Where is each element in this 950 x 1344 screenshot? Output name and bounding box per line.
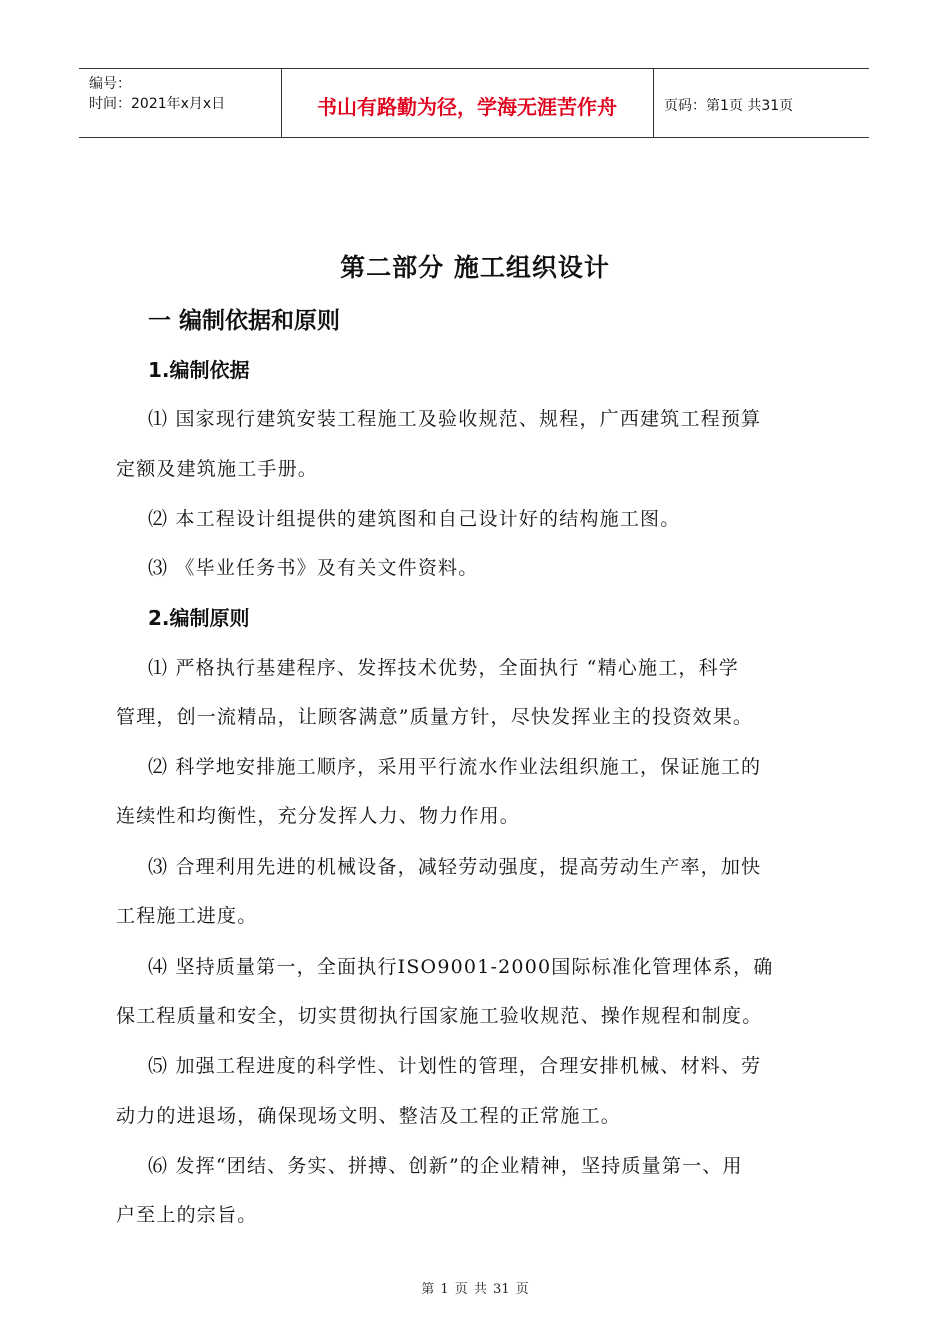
principle-item-6: ⑹ 发挥“团结、务实、拼搏、创新”的企业精神，坚持质量第一、用 [148, 1155, 743, 1177]
principle-item-3-cont: 工程施工进度。 [116, 905, 258, 927]
basis-item-1-cont: 定额及建筑施工手册。 [116, 458, 319, 480]
motto: 书山有路勤为径，学海无涯苦作舟 [317, 95, 617, 119]
basis-item-1: ⑴ 国家现行建筑安装工程施工及验收规范、规程，广西建筑工程预算 [148, 408, 762, 430]
header-right-cell [654, 69, 869, 137]
principle-item-5-cont: 动力的进退场，确保现场文明、整洁及工程的正常施工。 [116, 1105, 622, 1127]
basis-item-3: ⑶ 《毕业任务书》及有关文件资料。 [148, 557, 479, 579]
principle-item-4-cont: 保工程质量和安全，切实贯彻执行国家施工验收规范、操作规程和制度。 [116, 1005, 763, 1027]
basis-item-2: ⑵ 本工程设计组提供的建筑图和自己设计好的结构施工图。 [148, 508, 681, 530]
number-label: 编号： [89, 76, 131, 92]
principle-item-1: ⑴ 严格执行基建程序、发挥技术优势，全面执行 “精心施工，科学 [148, 657, 739, 679]
subsection-heading-principles: 2.编制原则 [148, 606, 250, 630]
page-info: 页码：第1页 共31页 [664, 98, 794, 114]
header-left-cell [79, 69, 282, 137]
principle-item-4: ⑷ 坚持质量第一，全面执行ISO9001-2000国际标准化管理体系，确 [148, 956, 774, 978]
principle-item-6-cont: 户至上的宗旨。 [116, 1204, 258, 1226]
time-label: 时间：2021年x月x日 [89, 96, 226, 112]
principle-item-5: ⑸ 加强工程进度的科学性、计划性的管理，合理安排机械、材料、劳 [148, 1055, 762, 1077]
principle-item-2-cont: 连续性和均衡性，充分发挥人力、物力作用。 [116, 805, 521, 827]
page-header [79, 68, 869, 138]
principle-item-2: ⑵ 科学地安排施工顺序，采用平行流水作业法组织施工，保证施工的 [148, 756, 762, 778]
subsection-heading-basis: 1.编制依据 [148, 358, 250, 382]
header-motto-cell [281, 69, 654, 137]
principle-item-3: ⑶ 合理利用先进的机械设备，减轻劳动强度，提高劳动生产率，加快 [148, 856, 762, 878]
page-footer: 第 1 页 共 31 页 [421, 1282, 529, 1297]
document-title: 第二部分 施工组织设计 [340, 253, 610, 282]
principle-item-1-cont: 管理，创一流精品，让顾客满意”质量方针，尽快发挥业主的投资效果。 [116, 706, 754, 728]
section-heading: 一 编制依据和原则 [148, 308, 341, 334]
